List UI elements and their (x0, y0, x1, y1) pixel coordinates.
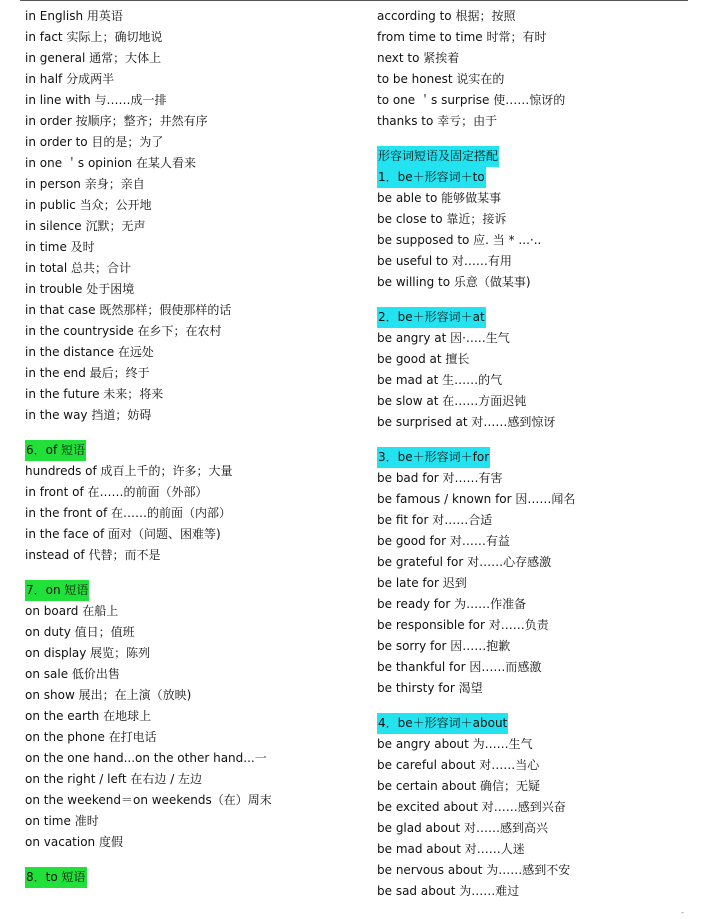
phrase-entry: be good for 对……有益 (377, 534, 510, 548)
corner-mark: - (681, 908, 684, 917)
phrase-entry: in person 亲身；亲自 (25, 177, 145, 191)
phrase-entry: be able to 能够做某事 (377, 191, 502, 205)
left-column (25, 6, 355, 888)
phrase-entry: in the countryside 在乡下；在农村 (25, 324, 222, 338)
phrase-entry: in public 当众；公开地 (25, 198, 152, 212)
phrase-entry: in total 总共；合计 (25, 261, 132, 275)
phrase-entry: in the distance 在远处 (25, 345, 154, 359)
section-heading-be-adj-at: 2．be＋形容词＋at (377, 307, 486, 328)
phrase-entry: in that case 既然那样；假使那样的话 (25, 303, 232, 317)
phrase-entry: be careful about 对……当心 (377, 758, 540, 772)
right-column (377, 6, 692, 902)
phrase-entry: in line with 与……成一排 (25, 93, 167, 107)
phrase-entry: on show 展出；在上演（放映) (25, 688, 192, 702)
phrase-entry: be sad about 为……难过 (377, 884, 520, 898)
phrase-entry: on the right / left 在右边 / 左边 (25, 772, 203, 786)
phrase-entry: on vacation 度假 (25, 835, 123, 849)
phrase-entry: be slow at 在……方面迟钝 (377, 394, 527, 408)
phrase-entry: in half 分成两半 (25, 72, 115, 86)
phrase-entry: in the way 挡道；妨碍 (25, 408, 152, 422)
phrase-entry: in trouble 处于困境 (25, 282, 135, 296)
phrase-entry: on time 准时 (25, 814, 99, 828)
phrase-entry: be responsible for 对……负责 (377, 618, 549, 632)
phrase-entry: be mad about 对……人迷 (377, 842, 525, 856)
phrase-entry: on the weekend＝on weekends（在）周末 (25, 793, 272, 807)
phrase-entry: in English 用英语 (25, 9, 123, 23)
phrase-entry: be supposed to 应. 当 * ...·.. (377, 233, 542, 247)
phrase-entry: hundreds of 成百上千的；许多；大量 (25, 464, 233, 478)
phrase-entry: be bad for 对……有害 (377, 471, 503, 485)
section-heading-be-adj-about: 4．be＋形容词＋about (377, 713, 508, 734)
phrase-entry: thanks to 幸亏；由于 (377, 114, 498, 128)
phrase-entry: on the phone 在打电话 (25, 730, 157, 744)
phrase-entry: be excited about 对……感到兴奋 (377, 800, 566, 814)
phrase-entry: in order 按顺序；整齐；井然有序 (25, 114, 208, 128)
phrase-entry: be angry at 因·‥.‥生气 (377, 331, 510, 345)
phrase-entry: be angry about 为……生气 (377, 737, 533, 751)
phrase-entry: be surprised at 对……感到惊讶 (377, 415, 556, 429)
phrase-entry: be good at 擅长 (377, 352, 470, 366)
be-adj-for-list (377, 468, 692, 699)
phrase-entry: be glad about 对……感到高兴 (377, 821, 548, 835)
phrase-entry: be useful to 对……有用 (377, 254, 512, 268)
section-heading-be-adj-for: 3．be＋形容词＋for (377, 447, 490, 468)
phrase-entry: be thankful for 因……而感激 (377, 660, 542, 674)
section-heading-adjective-phrases: 形容词短语及固定搭配 (377, 146, 499, 167)
phrase-entry: be sorry for 因……抱歉 (377, 639, 511, 653)
section-heading-of-phrases: 6．of 短语 (25, 440, 86, 461)
phrase-entry: next to 紧挨着 (377, 51, 460, 65)
phrase-entry: be fit for 对……合适 (377, 513, 493, 527)
phrase-entry: to be honest 说实在的 (377, 72, 505, 86)
phrase-entry: in the end 最后；终于 (25, 366, 150, 380)
phrase-entry: from time to time 时常；有时 (377, 30, 547, 44)
be-adj-about-list (377, 734, 692, 902)
phrase-entry: in front of 在……的前面（外部） (25, 485, 208, 499)
phrase-entry: on the earth 在地球上 (25, 709, 152, 723)
phrase-entry: be late for 迟到 (377, 576, 467, 590)
phrase-entry: on sale 低价出售 (25, 667, 120, 681)
phrase-entry: be certain about 确信；无疑 (377, 779, 540, 793)
phrase-entry: be thirsty for 渴望 (377, 681, 483, 695)
phrase-entry: on display 展览；陈列 (25, 646, 151, 660)
phrase-entry: be grateful for 对……心存感激 (377, 555, 552, 569)
section-heading-on-phrases: 7．on 短语 (25, 580, 89, 601)
phrase-entry: according to 根据；按照 (377, 9, 516, 23)
top-rule (20, 0, 688, 1)
phrase-entry: on board 在船上 (25, 604, 119, 618)
phrase-entry: be nervous about 为……感到不安 (377, 863, 571, 877)
phrase-entry: be ready for 为……作准备 (377, 597, 527, 611)
phrase-entry: be mad at 生……的气 (377, 373, 503, 387)
phrase-entry: on the one hand...on the other hand...一 (25, 751, 267, 765)
phrase-entry: in silence 沉默；无声 (25, 219, 146, 233)
phrase-entry: be willing to 乐意（做某事) (377, 275, 531, 289)
phrase-entry: be close to 靠近；接诉 (377, 212, 507, 226)
phrase-entry: in the front of 在……的前面（内部） (25, 506, 232, 520)
section-heading-be-adj-to: 1．be＋形容词＋to (377, 167, 486, 188)
be-adj-to-list (377, 188, 692, 293)
phrase-entry: instead of 代替；而不是 (25, 548, 161, 562)
of-phrase-list (25, 461, 355, 566)
phrase-entry: in the face of 面对（问题、困难等) (25, 527, 221, 541)
phrase-entry: in general 通常；大体上 (25, 51, 162, 65)
phrase-entry: in one ＇s opinion 在某人看来 (25, 156, 196, 170)
phrase-entry: in the future 未来；将来 (25, 387, 164, 401)
phrase-entry: in time 及时 (25, 240, 95, 254)
phrase-entry: in order to 目的是；为了 (25, 135, 164, 149)
misc-phrase-list (377, 6, 692, 132)
section-heading-to-phrases: 8．to 短语 (25, 867, 87, 888)
in-phrase-list (25, 6, 355, 426)
phrase-entry: be famous / known for 因……闻名 (377, 492, 576, 506)
be-adj-at-list (377, 328, 692, 433)
phrase-entry: in fact 实际上；确切地说 (25, 30, 163, 44)
phrase-entry: to one ＇s surprise 使……惊讶的 (377, 93, 566, 107)
phrase-entry: on duty 值日；值班 (25, 625, 135, 639)
on-phrase-list (25, 601, 355, 853)
